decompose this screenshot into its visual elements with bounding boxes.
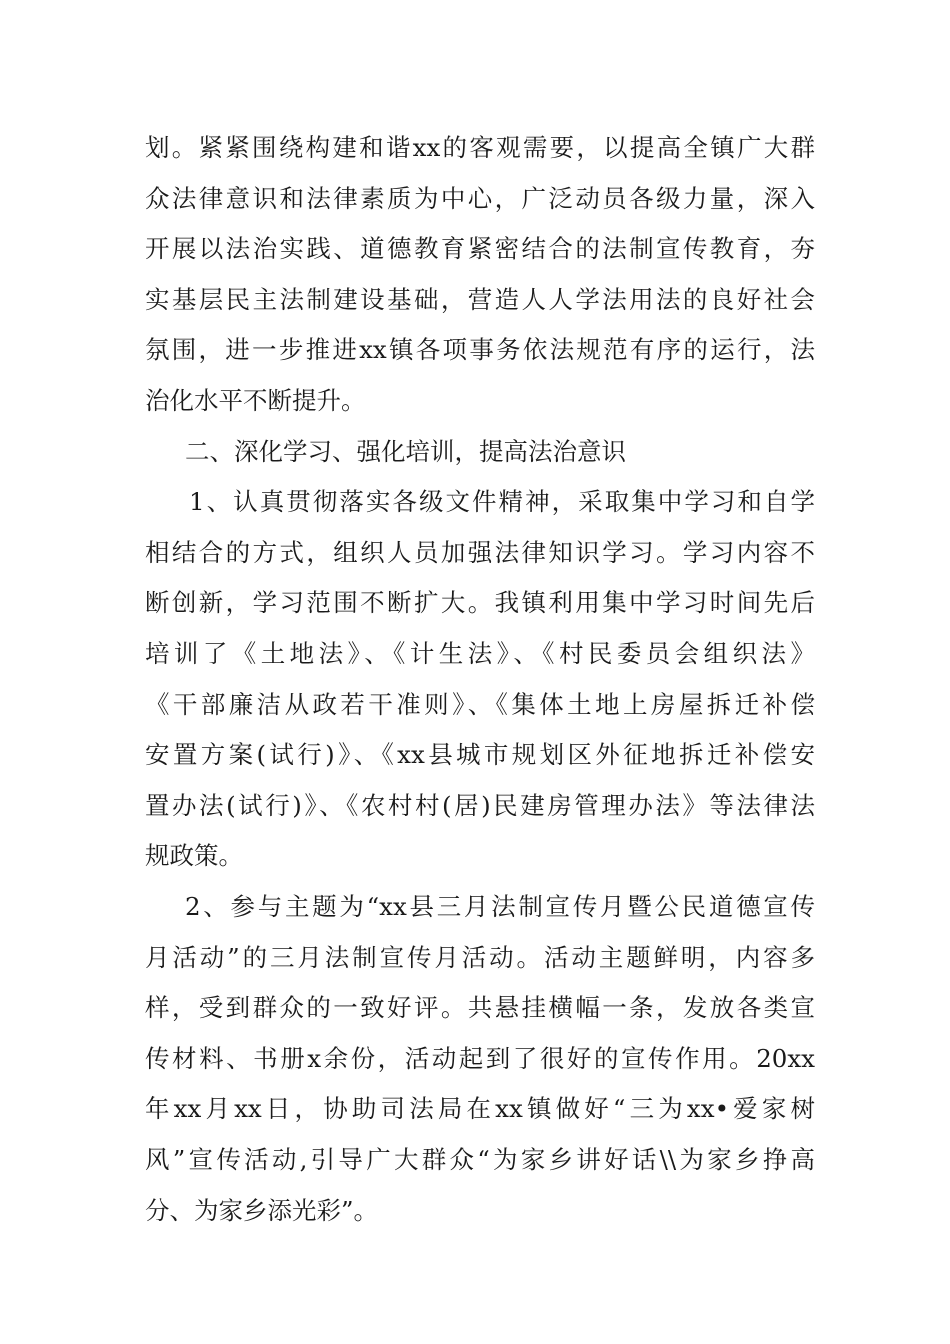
text-line: 二、深化学习、强化培训，提高法治意识 (185, 436, 626, 466)
text-line: 相结合的方式，组织人员加强法律知识学习。学习内容不 (145, 537, 815, 567)
text-line: 规政策。 (145, 841, 243, 871)
text-line: 样，受到群众的一致好评。共悬挂横幅一条，发放各类宣 (145, 993, 815, 1023)
text-line: 月活动”的三月法制宣传月活动。活动主题鲜明，内容多 (145, 942, 815, 972)
text-line: 分、为家乡添光彩”。 (145, 1195, 379, 1225)
text-line: 传材料、书册x余份，活动起到了很好的宣传作用。20xx (145, 1043, 815, 1073)
text-line: 培训了《土地法》、《计生法》、《村民委员会组织法》 (145, 639, 815, 668)
text-line: 氛围，进一步推进xx镇各项事务依法规范有序的运行，法 (145, 335, 815, 365)
text-line: 1、认真贯彻落实各级文件精神，采取集中学习和自学 (189, 487, 815, 517)
text-line: 置办法(试行)》、《农村村(居)民建房管理办法》等法律法 (145, 790, 815, 820)
text-line: 治化水平不断提升。 (145, 386, 366, 415)
text-line: 2、参与主题为“xx县三月法制宣传月暨公民道德宣传 (185, 892, 815, 921)
text-line: 众法律意识和法律素质为中心，广泛动员各级力量，深入 (145, 183, 815, 213)
text-line: 年xx月xx日，协助司法局在xx镇做好“三为xx•爱家树 (145, 1094, 815, 1124)
text-line: 实基层民主法制建设基础，营造人人学法用法的良好社会 (145, 284, 815, 314)
text-line: 划。紧紧围绕构建和谐xx的客观需要，以提高全镇广大群 (145, 133, 815, 162)
text-line: 断创新，学习范围不断扩大。我镇利用集中学习时间先后 (145, 588, 815, 618)
text-line: 风”宣传活动,引导广大群众“为家乡讲好话\\为家乡挣高 (145, 1145, 815, 1174)
text-line: 开展以法治实践、道德教育紧密结合的法制宣传教育，夯 (145, 234, 815, 264)
text-line: 《干部廉洁从政若干准则》、《集体土地上房屋拆迁补偿 (145, 689, 815, 719)
text-line: 安置方案(试行)》、《xx县城市规划区外征地拆迁补偿安 (145, 740, 815, 770)
